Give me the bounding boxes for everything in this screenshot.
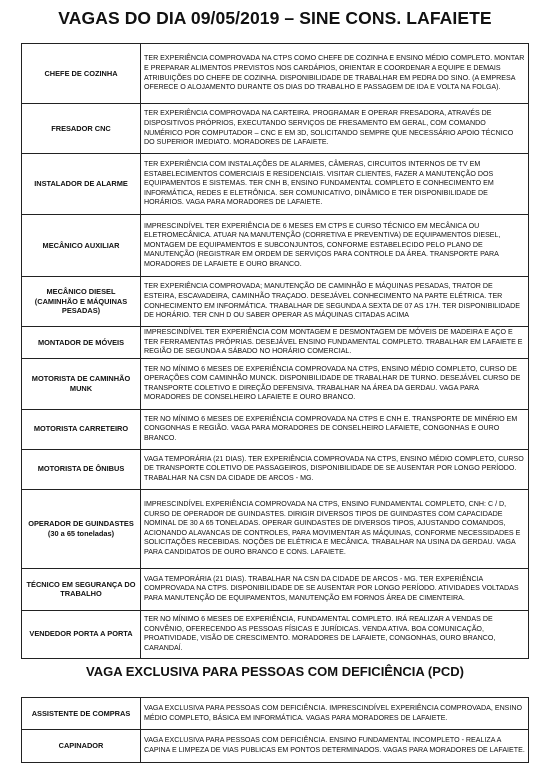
job-title: FRESADOR CNC bbox=[22, 104, 141, 154]
table-row bbox=[22, 154, 529, 215]
table-row bbox=[22, 215, 529, 277]
job-description: IMPRESCINDÍVEL TER EXPERIÊNCIA COM MONTAGEM E DESMONTAGEM DE MÓVEIS DE MADEIRA E AÇO E TER FERRAMENTAS PRÓPRIAS. DESEJÁVEL ENSINO FUNDAMENTAL COMPLETO. TRABALHAR EM LAFAIETE E REGIÃO DE SEGUNDA A SÁBADO NO HORÁRIO COMERCIAL. bbox=[141, 327, 529, 359]
job-description: TER NO MÍNIMO 6 MESES DE EXPERIÊNCIA COMPROVADA NA CTPS E CNH E. TRANSPORTE DE MINÉRIO EM CONGONHAS E REGIÃO. VAGA PARA MORADORES DE CONSELHEIRO LAFAIETE, CONGONHAS E OURO BRANCO. bbox=[141, 409, 529, 449]
table-row bbox=[22, 104, 529, 154]
job-description: TER EXPERIÊNCIA COMPROVADA NA CTPS COMO CHEFE DE COZINHA E ENSINO MÉDIO COMPLETO. MONTAR E PREPARAR ALIMENTOS PREVISTOS NOS CARDÁPIOS, ORIENTAR E COORDENAR A EQUIPE E DEMAIS ATRIBUIÇÕES DO CHEFE DE COZINHA. DISPONIBILIDADE DE TRABALHAR EM PEDRA DO SINO. (A EMPRESA OFERECE O ALOJAMENTO DURANTE OS DIAS DO TRABALHO E PASSAGEM DE IDA E VOLTA NA FOLGA). bbox=[141, 44, 529, 104]
table-row bbox=[22, 277, 529, 327]
table-row bbox=[22, 698, 529, 730]
job-description: TER EXPERIÊNCIA COMPROVADA NA CARTEIRA. PROGRAMAR E OPERAR FRESADORA, ATRAVÉS DE DISPOSITIVOS PRÓPRIOS, EXECUTANDO SERVIÇOS DE FRESAMENTO EM GERAL, COM COMANDO NUMÉRICO POR COMPUTADOR – CNC E EM 3D, SOLICITANDO SEMPRE QUE NECESSÁRIO APOIO TÉCNICO DO SUPERIOR IMEDIATO. MORADORES DE LAFAIETE. bbox=[141, 104, 529, 154]
job-title: MECÂNICO DIESEL (CAMINHÃO E MÁQUINAS PESADAS) bbox=[22, 277, 141, 327]
job-title: CHEFE DE COZINHA bbox=[22, 44, 141, 104]
table-row bbox=[22, 489, 529, 568]
pcd-section-heading: VAGA EXCLUSIVA PARA PESSOAS COM DEFICIÊNCIA (PCD) bbox=[86, 664, 464, 679]
job-title: MECÂNICO AUXILIAR bbox=[22, 215, 141, 277]
job-description: TER NO MÍNIMO 6 MESES DE EXPERIÊNCIA COMPROVADA NA CTPS, ENSINO MÉDIO COMPLETO, CURSO DE OPERAÇÕES COM CAMINHÃO MUNCK. DISPONIBILIDADE DE TRABALHAR DE TURNO. DESEJÁVEL CURSO DE TRANSPORTE COLETIVO E DIREÇÃO DEFENSIVA. TRABALHAR NA ÁREA DA GERDAU. VAGA PARA MORADORES DE CONSELHEIRO LAFAIETE E OURO BRANCO. bbox=[141, 358, 529, 409]
job-description: IMPRESCINDÍVEL TER EXPERIÊNCIA DE 6 MESES EM CTPS E CURSO TÉCNICO EM MECÂNICA OU ELETROMECÂNICA. ATUAR NA MANUTENÇÃO (CORRETIVA E PREVENTIVA) DE EQUIPAMENTOS DIESEL, MONTAGEM DE EQUIPAMENTOS E SUBCONJUNTOS, CONFORME ESTABELECIDO PELO PLANO DE MANUTENÇÃO (REGISTRAR EM ORDEM DE SERVIÇOS PARA CONTROLE DA ÁREA. TRANSPORTE PARA MORADORES DE LAFAIETE E OURO BRANCO. bbox=[141, 215, 529, 277]
job-description: VAGA TEMPORÁRIA (21 DIAS). TRABALHAR NA CSN DA CIDADE DE ARCOS - MG. TER EXPERIÊNCIA COMPROVADA NA CTPS. DISPONIBILIDADE DE SE AUSENTAR POR LONGO PERÍODO. ATIVIDADES VOLTADAS PARA MANUTENÇÃO DE EQUIPAMENTOS, MANUTENÇÃO EM FORNOS ÁREA DE CIMENTEIRA. bbox=[141, 568, 529, 610]
table-row bbox=[22, 358, 529, 409]
job-description: TER NO MÍNIMO 6 MESES DE EXPERIÊNCIA, FUNDAMENTAL COMPLETO. IRÁ REALIZAR A VENDAS DE CONVÊNIO, OFERECENDO AS PESSOAS FÍSICAS E JURÍDICAS. VENDA ATIVA. BOA COMUNICAÇÃO, PROATIVIDADE, VISÃO DE CRESCIMENTO. MORADORES DE LAFAIETE, CONGONHAS, OURO BRANCO, CARANDAÍ. bbox=[141, 610, 529, 658]
job-title: INSTALADOR DE ALARME bbox=[22, 154, 141, 215]
jobs-table bbox=[21, 43, 529, 659]
job-description: TER EXPERIÊNCIA COMPROVADA; MANUTENÇÃO DE CAMINHÃO E MÁQUINAS PESADAS, TRATOR DE ESTEIRA, ESCAVADEIRA, CAMINHÃO TRAÇADO. DESEJÁVEL CONHECIMENTO NA PARTE ELÉTRICA. TER CONHECIMENTO EM INFORMÁTICA. TRABALHAR DE SEGUNDA A SEXTA DE 07 AS 17H. TER DISPONIBILIDADE DE HORÁRIO. TER CNH D OU SABER OPERAR AS MÁQUINAS CITADAS ACIMA bbox=[141, 277, 529, 327]
pcd-jobs-table bbox=[21, 697, 529, 763]
job-description: VAGA EXCLUSIVA PARA PESSOAS COM DEFICIÊNCIA. ENSINO FUNDAMENTAL INCOMPLETO - REALIZA A CAPINA E LIMPEZA DE VIAS PUBLICAS EM PONTOS DETERMINADOS. VAGAS PARA MORADORES DE LAFAIETE. bbox=[141, 730, 529, 763]
job-title: MOTORISTA DE CAMINHÃO MUNK bbox=[22, 358, 141, 409]
table-row bbox=[22, 409, 529, 449]
job-title: CAPINADOR bbox=[22, 730, 141, 763]
job-description: VAGA TEMPORÁRIA (21 DIAS). TER EXPERIÊNCIA COMPROVADA NA CTPS, ENSINO MÉDIO COMPLETO, CURSO DE TRANSPORTE COLETIVO DE PASSAGEIROS, DISPONIBILIDADE DE SE AUSENTAR POR LONGO PERÍODO. TRABALHAR NA CSN DA CIDADE DE ARCOS - MG. bbox=[141, 449, 529, 489]
job-title: ASSISTENTE DE COMPRAS bbox=[22, 698, 141, 730]
job-title: VENDEDOR PORTA A PORTA bbox=[22, 610, 141, 658]
job-title: MOTORISTA CARRETEIRO bbox=[22, 409, 141, 449]
table-row bbox=[22, 730, 529, 763]
job-title: OPERADOR DE GUINDASTES (30 a 65 toneladas) bbox=[22, 489, 141, 568]
table-row bbox=[22, 449, 529, 489]
job-description: IMPRESCINDÍVEL EXPERIÊNCIA COMPROVADA NA CTPS, ENSINO FUNDAMENTAL COMPLETO, CNH: C / D, CURSO DE OPERADOR DE GUINDASTES. DIRIGIR DIVERSOS TIPOS DE GUINDASTES COM CAPACIDADE NOMINAL DE 30 A 65 TONELADAS. OPERAR GUINDASTES DE DIVERSOS TIPOS, AJUSTANDO COMANDOS, ACIONANDO ALAVANCAS DE CONTROLES, PARA MOVIMENTAR AS MÁQUINAS, CONFORME NECESSIDADES E SOLICITAÇÕES RECEBIDAS. NOÇÕES DE ELÉTRICA E MECÂNICA. TRABALHAR NA USINA DA GERDAU. VAGA PARA CANDIDATOS DE OURO BRANCO E CONS. LAFAIETE. bbox=[141, 489, 529, 568]
table-row bbox=[22, 327, 529, 359]
table-row bbox=[22, 610, 529, 658]
table-row bbox=[22, 44, 529, 104]
job-description: VAGA EXCLUSIVA PARA PESSOAS COM DEFICIÊNCIA. IMPRESCINDÍVEL EXPERIÊNCIA COMPROVADA, ENSINO MÉDIO COMPLETO, BÁSICA EM INFORMÁTICA. VAGAS PARA MORADORES DE LAFAIETE. bbox=[141, 698, 529, 730]
job-title: MONTADOR DE MÓVEIS bbox=[22, 327, 141, 359]
job-title: MOTORISTA DE ÔNIBUS bbox=[22, 449, 141, 489]
table-row bbox=[22, 568, 529, 610]
job-title: TÉCNICO EM SEGURANÇA DO TRABALHO bbox=[22, 568, 141, 610]
job-description: TER EXPERIÊNCIA COM INSTALAÇÕES DE ALARMES, CÂMERAS, CIRCUITOS INTERNOS DE TV EM ESTABELECIMENTOS COMERCIAIS E RESIDENCIAIS. VISITAR CLIENTES, FAZER A MANUTENÇÃO DOS EQUIPAMENTOS E SISTEMAS. TER CNH B, ENSINO FUNDAMENTAL COMPLETO E CONHECIMENTO EM INFORMÁTICA, REDES E ELETRÔNICA. SER COMUNICATIVO, DINÂMICO E TER DISPONIBILIDADE DE HORÁRIOS. VAGA PARA MORADORES DE LAFAIETE. bbox=[141, 154, 529, 215]
page-title: VAGAS DO DIA 09/05/2019 – SINE CONS. LAFAIETE bbox=[58, 8, 492, 28]
